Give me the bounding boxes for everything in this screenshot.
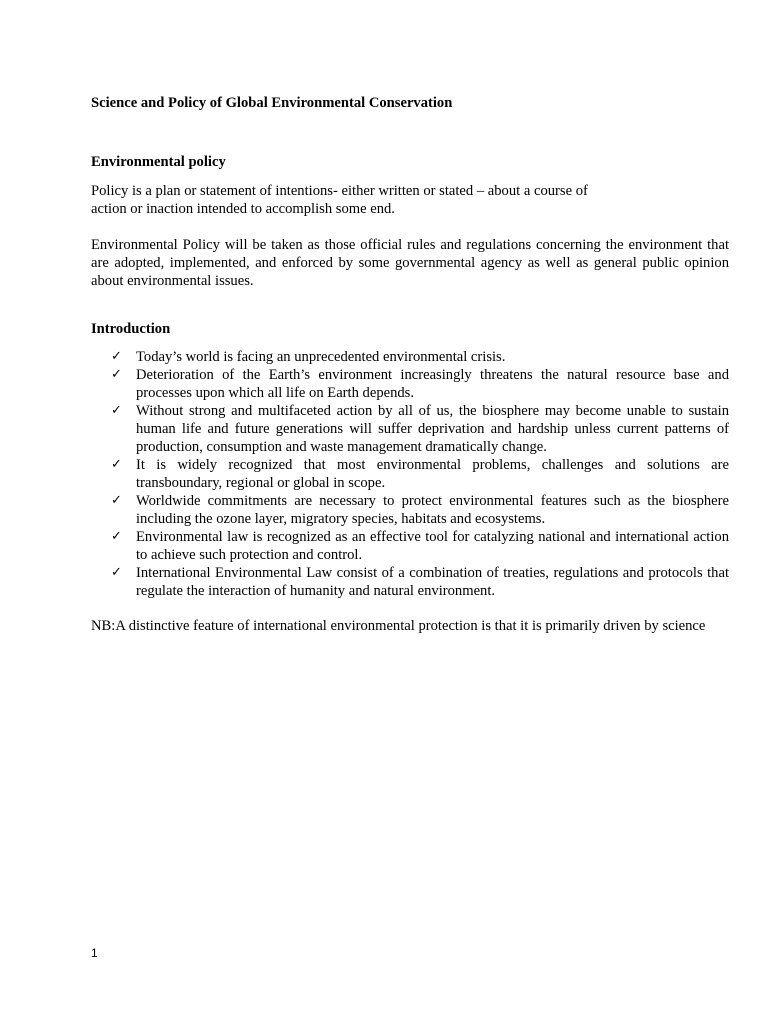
list-item: ✓ Environmental law is recognized as an effective tool for catalyzing national and international action to achieve such protection and control. — [111, 529, 729, 563]
checkmark-icon: ✓ — [111, 493, 122, 508]
checkmark-icon: ✓ — [111, 565, 122, 580]
policy-definition-paragraph — [91, 182, 729, 218]
checkmark-icon: ✓ — [111, 529, 122, 544]
checkmark-icon: ✓ — [111, 349, 122, 364]
checkmark-icon: ✓ — [111, 457, 122, 472]
heading-introduction: Introduction — [91, 321, 171, 337]
heading-environmental-policy: Environmental policy — [91, 154, 226, 170]
list-item: ✓ Deterioration of the Earth’s environment increasingly threatens the natural resource base and processes upon which all life on Earth depends. — [111, 367, 729, 401]
page-number: 1 — [91, 946, 98, 960]
document-title: Science and Policy of Global Environmental Conservation — [91, 95, 453, 111]
list-item: ✓ Without strong and multifaceted action by all of us, the biosphere may become unable to sustain human life and future generations will suffer deprivation and hardship unless current patterns of production, consumption and waste management dramatically change. — [111, 403, 729, 455]
checkmark-icon: ✓ — [111, 367, 122, 382]
introduction-checklist — [91, 348, 729, 600]
policy-definition-line-2: action or inaction intended to accomplish some end. — [91, 201, 395, 217]
nb-note: NB:A distinctive feature of international environmental protection is that it is primarily driven by science — [91, 618, 706, 634]
environmental-policy-paragraph: Environmental Policy will be taken as those official rules and regulations concerning the environment that are adopted, implemented, and enforced by some governmental agency as well as general public opinion about environmental issues. — [91, 237, 729, 289]
list-item: ✓ It is widely recognized that most environmental problems, challenges and solutions are transboundary, regional or global in scope. — [111, 457, 729, 491]
checkmark-icon: ✓ — [111, 403, 122, 418]
list-item: ✓ International Environmental Law consist of a combination of treaties, regulations and protocols that regulate the interaction of humanity and natural environment. — [111, 565, 729, 599]
list-item: ✓ Worldwide commitments are necessary to protect environmental features such as the biosphere including the ozone layer, migratory species, habitats and ecosystems. — [111, 493, 729, 527]
policy-definition-line-1: Policy is a plan or statement of intentions- either written or stated – about a course of — [91, 183, 588, 199]
list-item: ✓ Today’s world is facing an unprecedented environmental crisis. — [111, 349, 506, 365]
